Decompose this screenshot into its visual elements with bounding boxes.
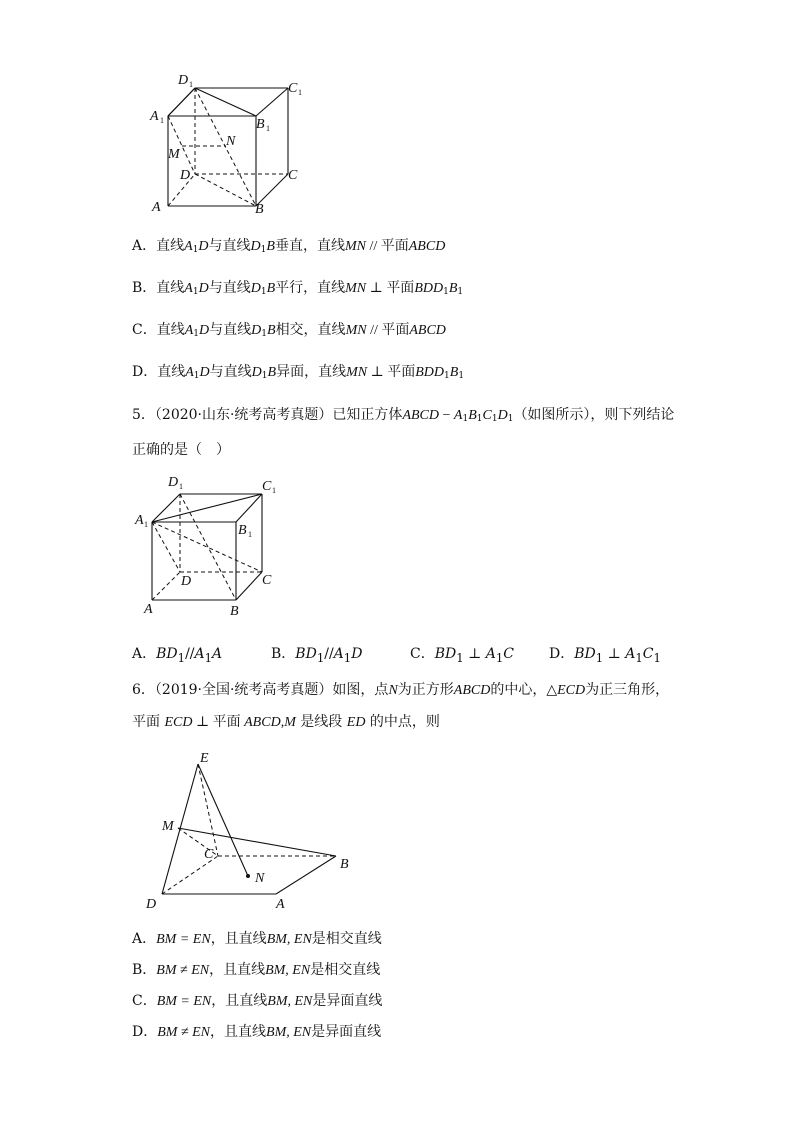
q6-option-c[interactable]: C．BM = EN，且直线BM, EN是异面直线 bbox=[132, 993, 383, 1009]
svg-text:1: 1 bbox=[266, 124, 270, 133]
q5-option-b[interactable]: B．$BD_1//A_1D$ bbox=[271, 646, 363, 665]
label-n: N bbox=[226, 134, 236, 149]
label-n: N bbox=[255, 871, 265, 886]
svg-text:1: 1 bbox=[272, 486, 276, 495]
label-a: A bbox=[144, 602, 153, 617]
q6-option-a[interactable]: A．BM = EN，且直线BM, EN是相交直线 bbox=[132, 931, 382, 947]
label-a1: A bbox=[135, 513, 144, 528]
q5-option-c[interactable]: C．$BD_1$ ⊥ $A_1C$ bbox=[410, 646, 514, 665]
label-c: C bbox=[288, 168, 298, 183]
label-d1: D bbox=[178, 73, 189, 88]
label-d1: D bbox=[168, 475, 179, 490]
label-c: C bbox=[204, 847, 214, 862]
cube-figure-2 bbox=[134, 472, 294, 622]
q5-stem-line2: 正确的是（ ） bbox=[132, 442, 230, 458]
svg-text:1: 1 bbox=[144, 520, 148, 529]
q6-option-d[interactable]: D．BM ≠ EN，且直线BM, EN是异面直线 bbox=[132, 1024, 382, 1040]
label-c1: C bbox=[288, 81, 298, 96]
label-e: E bbox=[200, 751, 209, 766]
label-c1: C bbox=[262, 479, 272, 494]
q5-option-d[interactable]: D．$BD_1$ ⊥ $A_1C_1$ bbox=[549, 646, 661, 665]
q6-stem-line2: 平面 ECD ⊥ 平面 ABCD,M 是线段 ED 的中点，则 bbox=[132, 714, 440, 730]
svg-text:1: 1 bbox=[189, 80, 193, 89]
svg-text:1: 1 bbox=[160, 116, 164, 125]
cube-figure-mn bbox=[140, 66, 310, 216]
q6-option-b[interactable]: B．BM ≠ EN，且直线BM, EN是相交直线 bbox=[132, 962, 381, 978]
label-m: M bbox=[168, 147, 180, 162]
svg-text:1: 1 bbox=[298, 88, 302, 97]
label-m: M bbox=[162, 819, 174, 834]
svg-text:1: 1 bbox=[248, 530, 252, 539]
label-b1: B bbox=[256, 117, 265, 132]
svg-text:1: 1 bbox=[179, 482, 183, 491]
label-b: B bbox=[255, 202, 264, 216]
q5-stem-line1: 5．（2020·山东·统考高考真题）已知正方体ABCD − $A_1B_1C_1D_1$（如图所示），则下列结论 bbox=[132, 407, 675, 424]
label-b1: B bbox=[238, 523, 247, 538]
q6-stem-line1: 6．（2019·全国·统考高考真题）如图，点N为正方形ABCD的中心，△ECD为正三角形， bbox=[132, 682, 670, 698]
label-d: D bbox=[180, 168, 191, 183]
pyramid-figure bbox=[140, 746, 360, 916]
q4-option-b[interactable]: B．直线$A_1D$与直线$D_1B$平行，直线MN ⊥ 平面$BDD_1B_1$ bbox=[132, 280, 464, 297]
label-c: C bbox=[262, 573, 272, 588]
label-d: D bbox=[146, 897, 157, 912]
label-b: B bbox=[340, 857, 349, 872]
q4-option-a[interactable]: A．直线$A_1D$与直线$D_1B$垂直，直线MN // 平面ABCD bbox=[132, 238, 446, 255]
label-b: B bbox=[230, 604, 239, 619]
q4-option-d[interactable]: D．直线$A_1D$与直线$D_1B$异面，直线MN ⊥ 平面$BDD_1B_1$ bbox=[132, 364, 465, 381]
label-d: D bbox=[181, 574, 192, 589]
label-a: A bbox=[152, 200, 161, 215]
q5-option-a[interactable]: A．$BD_1//A_1A$ bbox=[132, 646, 223, 665]
q4-option-c[interactable]: C．直线$A_1D$与直线$D_1B$相交，直线MN // 平面ABCD bbox=[132, 322, 446, 339]
label-a1: A bbox=[150, 109, 159, 124]
label-a: A bbox=[276, 897, 285, 912]
